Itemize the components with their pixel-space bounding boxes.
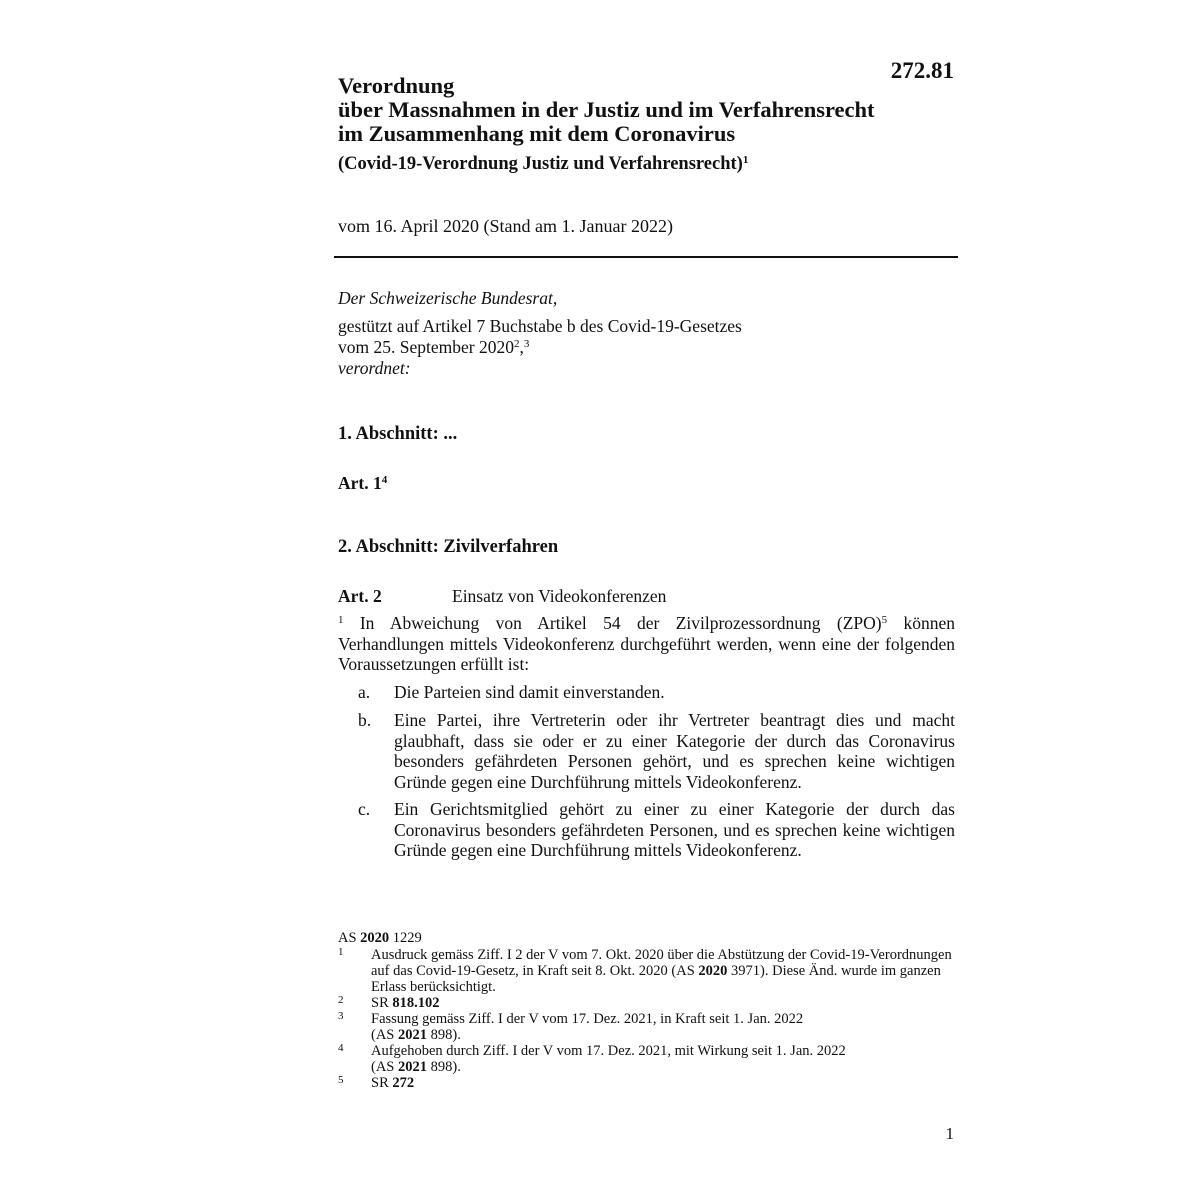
footnote-text: SR: [371, 1075, 393, 1091]
subtitle-text: (Covid-19-Verordnung Justiz und Verfahrensrecht): [338, 154, 743, 174]
footnote-ref-4[interactable]: 4: [381, 474, 388, 486]
footnote-bold: 2021: [398, 1027, 427, 1043]
footnote-bold: 272: [392, 1075, 415, 1091]
footnote-text: (AS: [371, 1027, 398, 1043]
footnotes: [338, 930, 955, 1091]
article-2-label: Art. 2: [338, 586, 382, 606]
section-2-heading: 2. Abschnitt: Zivilverfahren: [338, 537, 559, 557]
list-letter: b.: [358, 710, 372, 730]
paragraph-text-b: können Verhandlungen mittels Videokonferenz durchgeführt werden, wenn eine der folgenden Voraussetzungen erfüllt ist:: [338, 613, 955, 674]
footnote-ref-5[interactable]: 5: [881, 614, 888, 626]
paragraph-number: 1: [338, 614, 344, 626]
footnote-bold: 818.102: [392, 995, 440, 1011]
document-subtitle: [338, 153, 958, 175]
footnote-ref-2[interactable]: 2: [513, 338, 520, 350]
page-number: 1: [945, 1124, 954, 1143]
document-date: vom 16. April 2020 (Stand am 1. Januar 2022): [338, 216, 673, 236]
footnote-3: [338, 1011, 955, 1043]
footnote-2: [338, 995, 955, 1011]
basis-separator: ,: [519, 337, 524, 357]
basis-date: vom 25. September 2020: [338, 337, 514, 357]
article-1-text: Art. 1: [338, 473, 382, 493]
paragraph-text-a: In Abweichung von Artikel 54 der Zivilprozessordnung (ZPO): [343, 613, 882, 633]
footnote-number: 1: [338, 946, 344, 958]
as-reference: [338, 930, 955, 946]
list-letter: c.: [358, 799, 371, 819]
footnote-number: 4: [338, 1042, 344, 1054]
title-line-3: im Zusammenhang mit dem Coronavirus: [338, 121, 736, 146]
enactment-clause: verordnet:: [338, 358, 411, 378]
footnote-text: Ausdruck gemäss Ziff. I 2 der V vom 7. Okt. 2020 über die Abstützung der Covid-19-Verordnungen auf das Covid-19-Gesetz, in Kraft seit 8. Okt. 2020 (AS: [371, 947, 952, 979]
as-page: 1229: [389, 930, 422, 946]
article-1-label: [338, 473, 387, 494]
title-line-1: Verordnung: [338, 73, 455, 98]
title-divider: [334, 256, 958, 258]
footnote-text: SR: [371, 995, 393, 1011]
footnote-text: (AS: [371, 1059, 398, 1075]
footnote-1: [338, 947, 955, 995]
section-1-heading: 1. Abschnitt: ...: [338, 424, 458, 444]
footnote-text: 898).: [427, 1059, 461, 1075]
footnote-4: [338, 1043, 955, 1075]
footnote-number: 3: [338, 1010, 344, 1022]
as-prefix: AS: [338, 930, 361, 946]
list-text: Eine Partei, ihre Vertreterin oder ihr Vertreter beantragt dies und macht glaubhaft, dass sie oder er zu einer Kategorie der durch das Coronavirus besonders gefährdeten Personen gehört, und es sprechen keine wichtigen Gründe gegen eine Durchführung mittels Videokonferenz.: [394, 710, 955, 792]
footnote-text: 3971). Diese Änd. wurde im ganzen Erlass berücksichtigt.: [371, 963, 941, 995]
footnote-number: 5: [338, 1074, 344, 1086]
legal-basis-line-2: [338, 337, 958, 358]
footnote-number: 2: [338, 994, 344, 1006]
legal-basis-line-1: gestützt auf Artikel 7 Buchstabe b des Covid-19-Gesetzes: [338, 316, 742, 336]
footnote-text: Fassung gemäss Ziff. I der V vom 17. Dez. 2021, in Kraft seit 1. Jan. 2022: [371, 1011, 804, 1027]
footnote-ref-1[interactable]: 1: [742, 154, 749, 166]
footnote-bold: 2021: [398, 1059, 427, 1075]
as-year: 2020: [360, 930, 390, 946]
preamble: [338, 288, 958, 379]
footnote-bold: 2020: [698, 963, 728, 979]
footnote-5: [338, 1075, 955, 1091]
issuer: Der Schweizerische Bundesrat,: [338, 288, 558, 308]
document-title: [338, 74, 938, 146]
sr-number: 272.81: [890, 58, 954, 83]
footnote-text: 898).: [427, 1027, 461, 1043]
list-letter: a.: [358, 682, 371, 702]
list-text: Die Parteien sind damit einverstanden.: [394, 682, 665, 702]
footnote-text: Aufgehoben durch Ziff. I der V vom 17. Dez. 2021, mit Wirkung seit 1. Jan. 2022: [371, 1043, 846, 1059]
title-line-2: über Massnahmen in der Justiz und im Verfahrensrecht: [338, 97, 875, 122]
article-2-title: Einsatz von Videokonferenzen: [452, 586, 667, 606]
article-2-paragraph-1: [338, 613, 955, 675]
footnote-ref-3[interactable]: 3: [523, 338, 530, 350]
list-text: Ein Gerichtsmitglied gehört zu einer zu einer Kategorie der durch das Coronavirus besonders gefährdeten Personen, und es sprechen keine wichtigen Gründe gegen eine Durchführung mittels Videokonferenz.: [394, 799, 955, 860]
